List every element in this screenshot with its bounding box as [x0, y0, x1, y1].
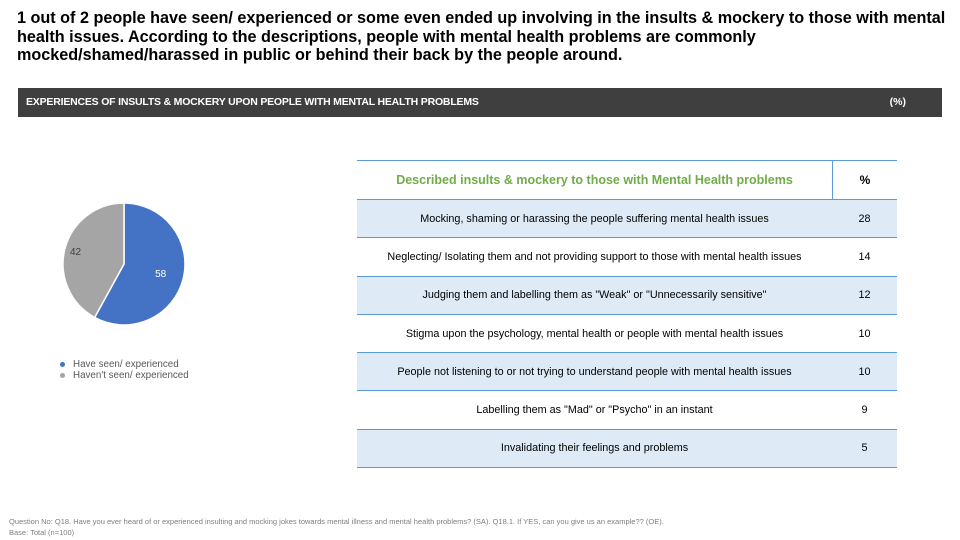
- pie-chart-svg: [40, 190, 210, 340]
- header-percent: %: [859, 173, 871, 187]
- table-row: [357, 430, 897, 468]
- footnote-question: Question No: Q18. Have you ever heard of or experienced insulting and mocking jokes towards mental illness and mental health problems? (SA). Q18.1. If YES, can you give us an example?? (OE).: [9, 517, 664, 526]
- pie-chart: [40, 190, 210, 340]
- mockery-table: [357, 160, 897, 468]
- banner-label: EXPERIENCES OF INSULTS & MOCKERY UPON PEOPLE WITH MENTAL HEALTH PROBLEMS: [26, 96, 479, 108]
- legend-label: Haven't seen/ experienced: [73, 370, 189, 381]
- legend-label: Have seen/ experienced: [73, 359, 179, 370]
- footnote: [9, 516, 664, 538]
- legend-item-havent-seen: [60, 370, 189, 381]
- legend-item-have-seen: [60, 359, 189, 370]
- row-percent: 5: [861, 442, 868, 455]
- row-description: People not listening to or not trying to understand people with mental health issues: [397, 365, 792, 378]
- table-row: [357, 200, 897, 238]
- legend-marker: [60, 373, 65, 378]
- row-description: Neglecting/ Isolating them and not providing support to those with mental health issues: [387, 250, 802, 263]
- pie-data-label: 58: [155, 268, 167, 280]
- footnote-base: Base: Total (n=100): [9, 528, 75, 537]
- banner-unit: (%): [889, 96, 906, 108]
- table-row: [357, 391, 897, 429]
- header-description: Described insults & mockery to those with Mental Health problems: [357, 161, 833, 199]
- row-percent: 12: [858, 289, 871, 302]
- row-description: Judging them and labelling them as "Weak" or "Unnecessarily sensitive": [422, 289, 767, 302]
- pie-data-label: 42: [69, 247, 82, 259]
- row-percent: 10: [858, 327, 871, 340]
- row-description: Labelling them as "Mad" or "Psycho" in an instant: [476, 404, 713, 417]
- table-header: [357, 160, 897, 200]
- table-row: [357, 277, 897, 315]
- pie-legend: [60, 359, 189, 381]
- table-row: [357, 315, 897, 353]
- row-percent: 9: [861, 404, 868, 417]
- section-banner: [18, 88, 942, 117]
- slide-title: 1 out of 2 people have seen/ experienced or some even ended up involving in the insults & mockery to those with mental health issues. According to the descriptions, people with mental health problems are commonly mocked/shamed/harassed in public or behind their back by the people around.: [17, 9, 946, 64]
- legend-marker: [60, 362, 65, 367]
- row-description: Stigma upon the psychology, mental health or people with mental health issues: [405, 327, 784, 340]
- table-row: [357, 238, 897, 276]
- row-description: Mocking, shaming or harassing the people suffering mental health issues: [420, 212, 769, 225]
- row-description: Invalidating their feelings and problems: [500, 442, 689, 455]
- row-percent: 10: [858, 365, 871, 378]
- row-percent: 14: [858, 250, 871, 263]
- table-row: [357, 353, 897, 391]
- row-percent: 28: [858, 212, 871, 225]
